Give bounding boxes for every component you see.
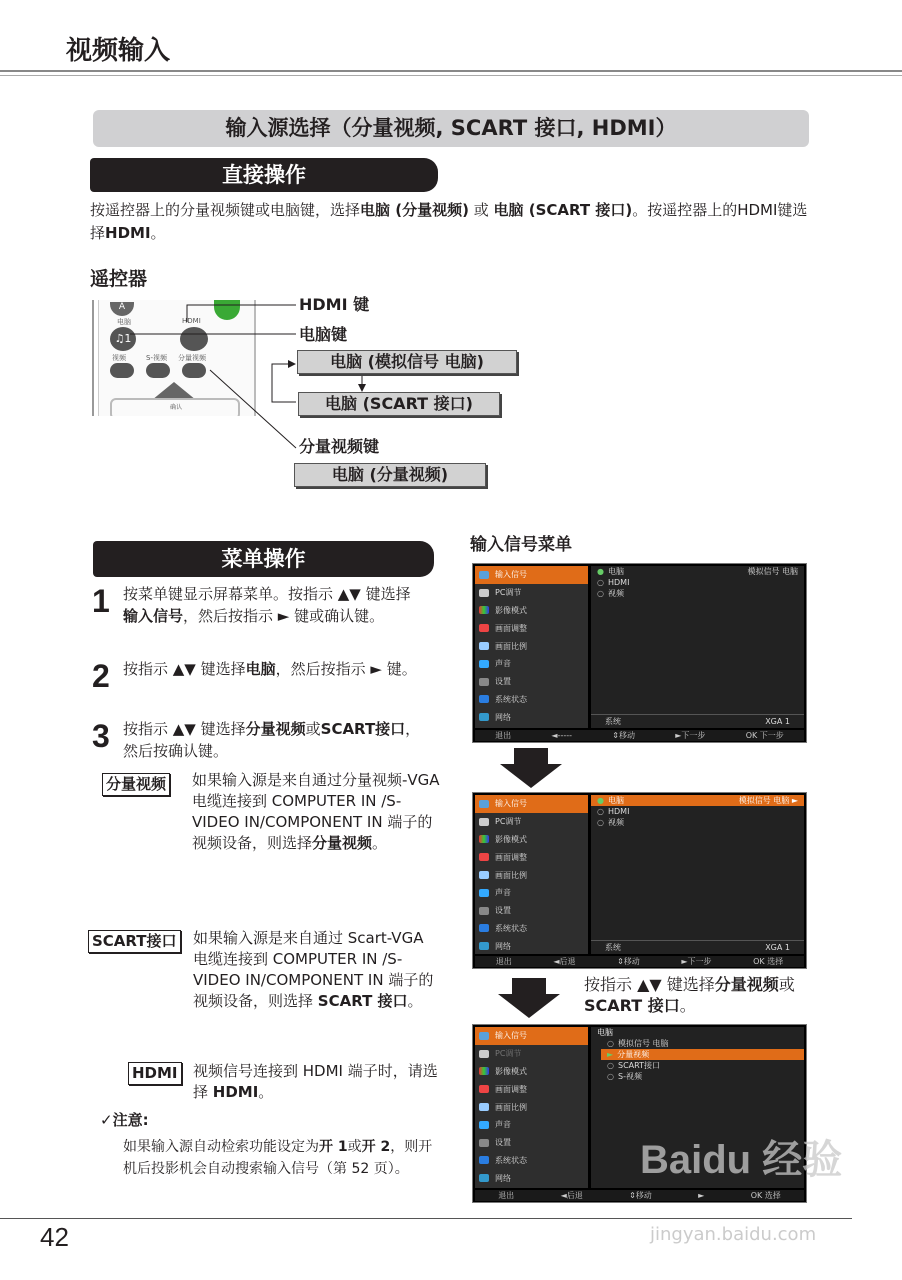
text: 按菜单键显示屏幕菜单。按指示 ▲▼ 键选择 <box>123 585 411 603</box>
menu-item-icon <box>479 1067 489 1075</box>
mode-box: 电脑 (分量视频) <box>294 463 486 487</box>
input-option[interactable] <box>601 1071 804 1082</box>
text: SCART接口 <box>320 720 406 738</box>
radio-icon: ○ <box>607 1039 614 1048</box>
menu-item-icon <box>479 818 489 826</box>
radio-icon: ● <box>597 567 604 576</box>
menu-item-icon <box>479 571 489 579</box>
text: 按指示 ▲▼ 键选择 <box>123 660 246 678</box>
menu-item-icon <box>479 1050 489 1058</box>
down-arrow-icon <box>500 748 562 788</box>
callout-lines <box>0 0 902 500</box>
step-number: 1 <box>92 583 110 619</box>
menu-item[interactable] <box>475 937 588 955</box>
step-text <box>123 658 423 680</box>
page-number: 42 <box>40 1222 69 1252</box>
menu-item[interactable] <box>475 813 588 831</box>
menu-item[interactable] <box>475 1152 588 1170</box>
menu-item[interactable] <box>475 1116 588 1134</box>
menu-footer <box>475 956 804 967</box>
menu-item[interactable] <box>475 1134 588 1152</box>
menu-item-label: PC调节 <box>495 1049 522 1059</box>
menu-item-label: 声音 <box>495 659 511 669</box>
radio-icon: ○ <box>597 807 604 816</box>
option-label: 分量视频 <box>617 1050 650 1059</box>
status-text: 系统 <box>605 943 621 952</box>
menu-item[interactable] <box>475 1027 588 1045</box>
menu-item-label: 声音 <box>495 888 511 898</box>
menu-item[interactable] <box>475 866 588 884</box>
radio-icon: ○ <box>597 578 604 587</box>
menu-item-label: 画面比例 <box>495 641 527 651</box>
menu-item-label: 设置 <box>495 1138 511 1148</box>
direct-op-heading: 直接操作 <box>90 158 438 192</box>
remote-heading: 遥控器 <box>90 268 148 290</box>
menu-item-icon <box>479 1032 489 1040</box>
menu-item-icon <box>479 642 489 650</box>
menu-item-label: PC调节 <box>495 588 522 598</box>
mode-box: 电脑 (SCART 接口) <box>298 392 500 416</box>
option-label: 电脑 <box>607 796 624 805</box>
menu-item[interactable] <box>475 637 588 655</box>
text: 视频信号连接到 HDMI 端子时，请选择 <box>193 1062 438 1101</box>
text: 输入信号 <box>123 607 184 625</box>
option-label: S-视频 <box>617 1072 642 1081</box>
text: ，然后按指示 ► 键或确认键。 <box>183 607 385 625</box>
input-menu-screenshot <box>472 563 807 743</box>
menu-item[interactable] <box>475 848 588 866</box>
option-value: 模拟信号 电脑 <box>747 567 798 576</box>
text: HDMI <box>212 1083 259 1101</box>
menu-heading: 输入信号菜单 <box>470 535 572 555</box>
input-option[interactable] <box>591 588 804 599</box>
text: 分量视频 <box>714 975 779 994</box>
note-text <box>123 1136 433 1180</box>
text: 。 <box>150 224 166 242</box>
menu-item-icon <box>479 835 489 843</box>
option-tag: 分量视频 <box>102 773 170 796</box>
input-option[interactable] <box>591 817 804 828</box>
input-option[interactable] <box>591 795 804 806</box>
text: 或 <box>347 1139 362 1155</box>
step-text <box>123 718 423 762</box>
text: SCART 接口 <box>584 996 680 1015</box>
menu-item-icon <box>479 624 489 632</box>
text: 。 <box>407 992 423 1010</box>
system-status <box>591 940 804 954</box>
menu-item-label: 影像模式 <box>495 834 527 844</box>
menu-item-label: 网络 <box>495 941 511 951</box>
footer-hint: OK 下一步 <box>745 731 784 740</box>
menu-item[interactable] <box>475 831 588 849</box>
option-value: 模拟信号 电脑 ► <box>738 796 798 805</box>
option-label: 模拟信号 电脑 <box>617 1039 669 1048</box>
option-label: SCART接口 <box>617 1061 660 1070</box>
note-title: ✓注意: <box>100 1111 149 1129</box>
footer-hint: ►下一步 <box>681 957 712 966</box>
menu-item[interactable] <box>475 673 588 691</box>
menu-item[interactable] <box>475 655 588 673</box>
status-text: XGA 1 <box>765 717 790 726</box>
menu-item-label: 画面调整 <box>495 623 527 633</box>
footer-hint: ◄后退 <box>553 957 576 966</box>
menu-item-icon <box>479 1156 489 1164</box>
menu-item-icon <box>479 889 489 897</box>
radio-icon: ● <box>597 796 604 805</box>
radio-icon: ○ <box>607 1072 614 1081</box>
component-key-label: 分量视频键 <box>299 437 380 456</box>
text: 电脑 (分量视频) <box>360 201 469 219</box>
menu-item-icon <box>479 1085 489 1093</box>
option-label: 电脑 <box>607 567 624 576</box>
text: 。 <box>372 834 388 852</box>
footer-hint: ► <box>698 1191 705 1200</box>
text: ，则开机后投影机会自动搜索输入信号（第 52 页）。 <box>123 1139 433 1177</box>
pc-button: ♫1 <box>110 327 136 351</box>
menu-item-icon <box>479 907 489 915</box>
menu-item[interactable] <box>475 1080 588 1098</box>
watermark-url: jingyan.baidu.com <box>650 1224 817 1245</box>
menu-item-label: 画面调整 <box>495 1084 527 1094</box>
footer-hint: ⇕移动 <box>612 731 635 740</box>
menu-item-icon <box>479 695 489 703</box>
watermark-logo: Baidu 经验 <box>640 1138 843 1182</box>
menu-item-icon <box>479 1103 489 1111</box>
menu-item-label: 影像模式 <box>495 605 527 615</box>
menu-item-icon <box>479 1121 489 1129</box>
text: ，然后按指示 ► 键。 <box>275 660 417 678</box>
option-text <box>193 1061 441 1103</box>
menu-sidebar <box>475 566 588 728</box>
menu-item-icon <box>479 1139 489 1147</box>
text: 电脑 (SCART 接口) <box>493 201 633 219</box>
input-option[interactable] <box>591 806 804 817</box>
option-text <box>193 928 441 1012</box>
text: 按指示 ▲▼ 键选择 <box>584 975 715 994</box>
menu-item-icon <box>479 924 489 932</box>
menu-item-icon <box>479 589 489 597</box>
hdmi-key-label: HDMI 键 <box>299 295 370 314</box>
text: 。 <box>679 996 696 1015</box>
text: ，然后按确认键。 <box>123 720 421 760</box>
text: 电脑 <box>245 660 276 678</box>
menu-footer <box>475 730 804 741</box>
menu-item[interactable] <box>475 884 588 902</box>
menu-item[interactable] <box>475 691 588 709</box>
menu-panel <box>591 795 804 954</box>
menu-item-label: 系统状态 <box>495 1155 527 1165</box>
down-arrow-icon <box>498 978 560 1018</box>
menu-item-icon <box>479 606 489 614</box>
footer-hint: ⇕移动 <box>629 1191 652 1200</box>
menu-item-label: 系统状态 <box>495 923 527 933</box>
option-label: 视频 <box>607 589 624 598</box>
label: 确认 <box>170 404 183 411</box>
text: 如果输入源是来自通过分量视频-VGA 电缆连接到 COMPUTER IN /S-VIDEO IN/COMPONENT IN 端子的视频设备，则选择 <box>192 771 440 852</box>
pc-key-label: 电脑键 <box>299 325 348 344</box>
menu-item[interactable] <box>475 1063 588 1081</box>
input-option[interactable] <box>601 1060 804 1071</box>
menu-item[interactable] <box>475 602 588 620</box>
input-option[interactable] <box>601 1038 804 1049</box>
menu-item[interactable] <box>475 708 588 726</box>
option-label: 视频 <box>607 818 624 827</box>
menu-item-label: 影像模式 <box>495 1066 527 1076</box>
page-title: 视频输入 <box>66 36 171 66</box>
menu-item-label: 输入信号 <box>495 570 527 580</box>
menu-item[interactable] <box>475 566 588 584</box>
footer-hint: OK 选择 <box>753 957 784 966</box>
menu-item-icon <box>479 660 489 668</box>
option-tag: SCART接口 <box>88 930 181 953</box>
status-text: XGA 1 <box>765 943 790 952</box>
menu-item-icon <box>479 800 489 808</box>
radio-icon: ○ <box>597 818 604 827</box>
step-number: 2 <box>92 658 110 694</box>
menu-item[interactable] <box>475 920 588 938</box>
menu-item-label: 设置 <box>495 677 511 687</box>
menu-item-icon <box>479 713 489 721</box>
menu-op-heading: 菜单操作 <box>93 541 434 577</box>
menu-footer <box>475 1190 804 1201</box>
menu-item[interactable] <box>475 584 588 602</box>
text: 。 <box>258 1083 274 1101</box>
label: A <box>118 302 126 312</box>
label: S-视频 <box>146 354 167 362</box>
system-status <box>591 714 804 728</box>
menu-item-label: 设置 <box>495 906 511 916</box>
menu-item[interactable] <box>475 1045 588 1063</box>
menu-item-icon <box>479 678 489 686</box>
menu-sidebar <box>475 1027 588 1188</box>
radio-icon: ○ <box>597 589 604 598</box>
footer-hint: ⇕移动 <box>617 957 640 966</box>
menu-item-label: 声音 <box>495 1120 511 1130</box>
menu-sidebar <box>475 795 588 954</box>
text: 如果输入源自动检索功能设定为 <box>123 1139 319 1155</box>
text: 或 <box>305 720 321 738</box>
text: 。按遥控器上的HDMI键选择 <box>90 201 808 242</box>
menu-caption <box>584 974 824 1016</box>
menu-item-icon <box>479 1174 489 1182</box>
step-text <box>123 583 423 627</box>
footer-hint: ◄----- <box>551 731 573 740</box>
text: 开 2 <box>361 1139 391 1155</box>
input-option[interactable] <box>591 577 804 588</box>
option-tag: HDMI <box>128 1062 182 1085</box>
option-label: HDMI <box>607 578 630 587</box>
menu-item[interactable] <box>475 619 588 637</box>
menu-item-label: PC调节 <box>495 817 522 827</box>
footer-hint: ►下一步 <box>675 731 706 740</box>
menu-item-label: 输入信号 <box>495 799 527 809</box>
mode-box: 电脑 (模拟信号 电脑) <box>297 350 517 374</box>
radio-icon: ► <box>607 1050 614 1059</box>
text: 分量视频 <box>245 720 306 738</box>
footer-hint: OK 选择 <box>750 1191 781 1200</box>
text: 按遥控器上的分量视频键或电脑键，选择 <box>90 201 361 219</box>
text: 分量视频 <box>312 834 373 852</box>
menu-item-icon <box>479 942 489 950</box>
menu-item[interactable] <box>475 795 588 813</box>
text: 或 <box>468 201 494 219</box>
status-text: 系统 <box>605 717 621 726</box>
text: 开 1 <box>319 1139 348 1155</box>
radio-icon: ○ <box>607 1061 614 1070</box>
menu-panel <box>591 566 804 728</box>
label: HDMI <box>182 317 201 325</box>
menu-item-label: 输入信号 <box>495 1031 527 1041</box>
menu-item-icon <box>479 871 489 879</box>
text: 或 <box>778 975 795 994</box>
footer-hint: 退出 <box>498 1191 515 1200</box>
label: 分量视频 <box>178 354 206 362</box>
menu-item-label: 画面比例 <box>495 870 527 880</box>
footer-hint: ◄后退 <box>560 1191 583 1200</box>
input-option[interactable] <box>601 1049 804 1060</box>
footer-hint: 退出 <box>495 957 512 966</box>
footer-rule <box>0 1218 852 1219</box>
menu-item-label: 画面调整 <box>495 852 527 862</box>
menu-item-icon <box>479 853 489 861</box>
menu-item-label: 画面比例 <box>495 1102 527 1112</box>
menu-item-label: 网络 <box>495 1173 511 1183</box>
input-menu-screenshot <box>472 792 807 969</box>
text: SCART 接口 <box>317 992 408 1010</box>
submenu-header: 电脑 <box>597 1028 613 1037</box>
input-option[interactable] <box>591 566 804 577</box>
menu-item-label: 网络 <box>495 712 511 722</box>
footer-hint: 退出 <box>495 731 512 740</box>
menu-item[interactable] <box>475 902 588 920</box>
option-text <box>192 770 440 854</box>
menu-item[interactable] <box>475 1098 588 1116</box>
text: 按指示 ▲▼ 键选择 <box>123 720 246 738</box>
label: 视频 <box>112 354 126 362</box>
option-label: HDMI <box>607 807 630 816</box>
menu-item[interactable] <box>475 1169 588 1187</box>
step-number: 3 <box>92 718 110 754</box>
section-banner: 输入源选择（分量视频, SCART 接口, HDMI） <box>93 110 809 147</box>
label: 电脑 <box>117 318 131 326</box>
menu-item-label: 系统状态 <box>495 694 527 704</box>
text: HDMI <box>105 224 151 242</box>
text: 如果输入源是来自通过 Scart-VGA 电缆连接到 COMPUTER IN /S-VIDEO IN/COMPONENT IN 端子的视频设备，则选择 <box>193 929 434 1010</box>
